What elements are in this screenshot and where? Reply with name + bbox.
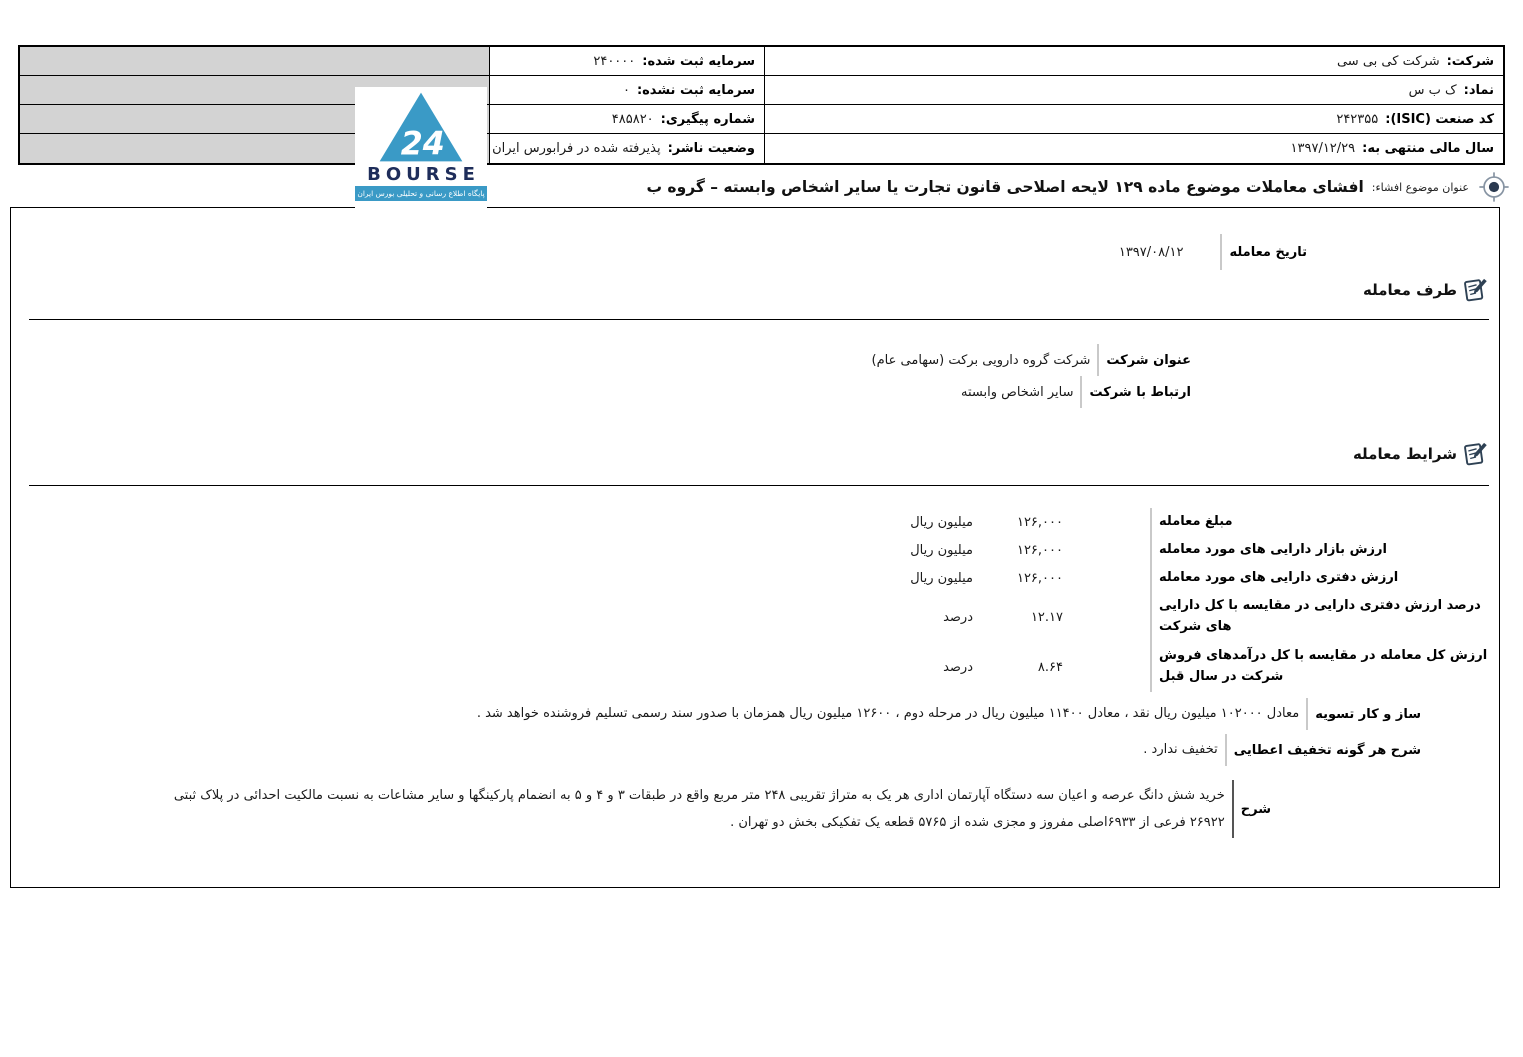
field-value: شرکت کی بی سی: [1336, 53, 1440, 69]
ticker-symbol-cell: [765, 76, 1503, 104]
field-label: نماد:: [1463, 82, 1494, 98]
vertical-separator: [1220, 234, 1222, 270]
discount-label: شرح هر گونه تخفیف اعطایی: [1233, 742, 1421, 758]
book-value-row: [11, 564, 1499, 592]
registered-capital-cell: [490, 47, 765, 75]
terms-section-header: [1353, 440, 1489, 467]
field-value: ۱۲۶,۰۰۰: [1016, 542, 1063, 558]
fiscal-year-cell: [765, 134, 1503, 163]
field-label: مبلغ معامله: [1159, 513, 1233, 529]
field-unit: درصد: [943, 659, 973, 675]
field-value: ک ب س: [1408, 82, 1457, 98]
field-value: ۱۲۶,۰۰۰: [1016, 570, 1063, 586]
field-label: ارزش بازار دارایی های مورد معامله: [1159, 541, 1387, 557]
field-label: ارزش دفتری دارایی های مورد معامله: [1159, 569, 1399, 585]
amount-row: [11, 508, 1499, 536]
field-label: ارزش کل معامله در مقایسه با کل درآمدهای فروش شرکت در سال قبل: [1159, 648, 1488, 684]
field-label: شرکت:: [1446, 53, 1494, 69]
settlement-label: ساز و کار تسویه: [1315, 706, 1421, 722]
relation-value: سایر اشخاص وابسته: [960, 384, 1074, 400]
table-row: [20, 76, 1503, 105]
tracking-number-cell: [490, 105, 765, 133]
isic-code-cell: [765, 105, 1503, 133]
section-title: شرایط معامله: [1352, 444, 1457, 463]
edit-note-icon: [1462, 440, 1489, 467]
market-value-row: [11, 536, 1499, 564]
field-value: ۱۲۶,۰۰۰: [1016, 514, 1063, 530]
brand-tagline: پایگاه اطلاع رسانی و تحلیلی بورس ایران: [355, 186, 487, 201]
bourse24-logo: [355, 87, 487, 212]
unregistered-capital-cell: [490, 76, 765, 104]
field-value: ۱۳۹۷/۱۲/۲۹: [1290, 141, 1356, 156]
section-title: طرف معامله: [1363, 280, 1457, 299]
company-value: شرکت گروه دارویی برکت (سهامی عام): [871, 352, 1091, 368]
company-relation-row: [11, 376, 1499, 408]
empty-gray-cell: [20, 47, 490, 75]
field-label: سرمایه ثبت شده:: [642, 53, 755, 69]
settlement-value: معادل ۱۰۲۰۰۰ میلیون ریال نقد ، معادل ۱۱۴۰۰ میلیون ریال در مرحله دوم ، ۱۲۶۰۰ میلیون ریال همزمان با صدور سند رسمی تسلیم فروشنده خواهد شد .: [476, 706, 1300, 722]
discount-value: تخفیف ندارد .: [1143, 742, 1218, 758]
description-label: شرح: [1240, 801, 1271, 817]
field-label: سال مالی منتهی به:: [1362, 141, 1494, 156]
vertical-separator: [1150, 642, 1152, 692]
date-value: ۱۳۹۷/۰۸/۱۲: [1118, 244, 1184, 260]
company-header-table: [18, 45, 1505, 165]
vertical-separator: [1150, 508, 1152, 536]
settlement-row: [11, 698, 1499, 730]
company-title-row: [11, 344, 1499, 376]
table-row: [20, 105, 1503, 134]
field-unit: درصد: [943, 609, 973, 625]
disclosure-subject: [646, 168, 1511, 206]
relation-label: ارتباط با شرکت: [1089, 384, 1191, 400]
company-name-cell: [765, 47, 1503, 75]
field-value: ۴۸۵۸۲۰: [611, 111, 654, 127]
vertical-separator: [1150, 564, 1152, 592]
vertical-separator: [1306, 698, 1308, 730]
discount-row: [11, 734, 1499, 766]
section-divider: [29, 319, 1489, 320]
revenue-ratio-row: [11, 642, 1499, 692]
description-row: [11, 780, 1499, 838]
section-divider: [29, 485, 1489, 486]
vertical-separator: [1097, 344, 1099, 376]
issuer-status-cell: [490, 134, 765, 163]
party-section-header: [1363, 276, 1489, 303]
subject-title: افشای معاملات موضوع ماده ۱۲۹ لایحه اصلاحی قانون تجارت یا سایر اشخاص وابسته – گروه ب: [646, 178, 1364, 196]
target-crosshair-icon: [1477, 170, 1511, 204]
field-label: کد صنعت (ISIC):: [1385, 111, 1494, 127]
vertical-separator: [1232, 780, 1234, 838]
field-value: ۸.۶۴: [1037, 659, 1063, 675]
field-value: ۱۲.۱۷: [1030, 609, 1063, 625]
field-value: ۲۴۰۰۰۰: [593, 53, 636, 69]
vertical-separator: [1150, 536, 1152, 564]
field-value: پذیرفته شده در فرابورس ایران: [492, 141, 661, 156]
field-unit: میلیون ریال: [910, 542, 973, 558]
transaction-date-row: [11, 234, 1499, 270]
field-unit: میلیون ریال: [910, 570, 973, 586]
table-row: [20, 47, 1503, 76]
field-label: شماره پیگیری:: [660, 111, 755, 127]
field-unit: میلیون ریال: [910, 514, 973, 530]
field-value: ۲۴۲۳۵۵: [1336, 111, 1379, 127]
brand-name: BOURSE: [367, 164, 480, 185]
field-label: درصد ارزش دفتری دارایی در مقایسه با کل دارایی های شرکت: [1159, 598, 1481, 634]
svg-text:24: 24: [400, 126, 445, 163]
transaction-details-box: [10, 207, 1500, 888]
date-label: تاریخ معامله: [1229, 244, 1307, 260]
vertical-separator: [1225, 734, 1227, 766]
field-value: ۰: [622, 82, 630, 98]
vertical-separator: [1150, 592, 1152, 642]
field-label: سرمایه ثبت نشده:: [636, 82, 755, 98]
table-row: [20, 134, 1503, 163]
company-label: عنوان شرکت: [1106, 352, 1191, 368]
field-label: وضعیت ناشر:: [667, 141, 755, 156]
subject-label: عنوان موضوع افشاء:: [1371, 180, 1469, 194]
description-value: خرید شش دانگ عرصه و اعیان سه دستگاه آپارتمان اداری هر یک به متراژ تقریبی ۲۴۸ متر مربع واقع در طبقات ۳ و ۴ و ۵ به انضمام پارکینگها و سایر مشاعات به نسبت مالکیت احدائی در پلاک ثبتی ۲۶۹۲۲ فرعی از ۶۹۳۳اصلی مفروز و مجزی شده از ۵۷۶۵ قطعه یک تفکیکی بخش دو تهران .: [173, 787, 1225, 830]
edit-note-icon: [1462, 276, 1489, 303]
triangle-24-icon: [377, 89, 465, 165]
book-value-percent-row: [11, 592, 1499, 642]
vertical-separator: [1080, 376, 1082, 408]
